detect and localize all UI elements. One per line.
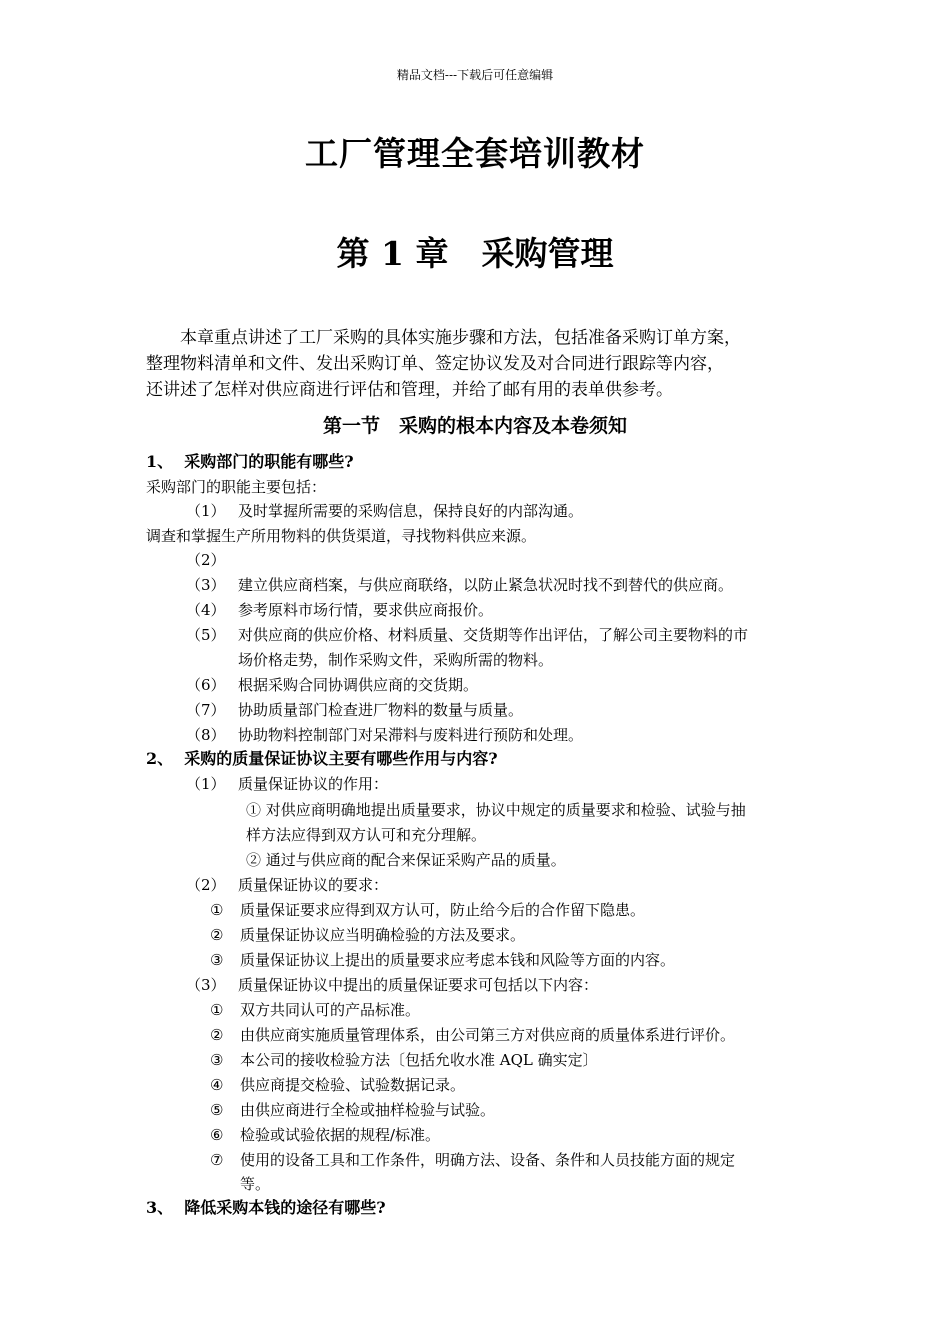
list-item-continuation (238, 650, 553, 670)
item-number: （2） (186, 551, 226, 569)
item-number: （5） (186, 626, 226, 644)
point-text: 质量保证协议上提出的质量要求应考虑本钱和风险等方面的内容。 (240, 951, 676, 969)
question-heading (146, 452, 354, 472)
point-text: 质量保证协议应当明确检验的方法及要求。 (240, 926, 526, 944)
chapter-title: 第 1 章 采购管理 (336, 234, 614, 273)
page-header: 精品文档---下载后可任意编辑 (396, 68, 554, 82)
item-number: （7） (186, 701, 226, 719)
point-text: ② 通过与供应商的配合来保证采购产品的质量。 (246, 851, 566, 869)
list-item (186, 575, 733, 595)
point-text: 等。 (240, 1175, 271, 1193)
point-mark: ④ (210, 1076, 224, 1094)
point-item (210, 1050, 598, 1070)
point-text: 本公司的接收检验方法〔包括允收水准 AQL 确实定〕 (240, 1051, 598, 1069)
item-text: 参考原料市场行情，要求供应商报价。 (238, 601, 494, 619)
section-title: 第一节 采购的根本内容及本卷须知 (322, 415, 627, 437)
point-text: 样方法应得到双方认可和充分理解。 (246, 826, 487, 844)
point-item (210, 1100, 495, 1120)
point-text: ① 对供应商明确地提出质量要求，协议中规定的质量要求和检验、试验与抽 (246, 801, 746, 819)
point-text: 由供应商实施质量管理体系，由公司第三方对供应商的质量体系进行评价。 (240, 1026, 736, 1044)
item-text: 对供应商的供应价格、材料质量、交货期等作出评估，了解公司主要物料的市 (238, 626, 749, 644)
item-number: （4） (186, 601, 226, 619)
point-mark: ⑥ (210, 1126, 224, 1144)
question-number: 3、 (146, 1198, 174, 1217)
question-heading (146, 1198, 386, 1218)
list-lead: 采购部门的职能主要包括： (146, 478, 327, 496)
point-text: 使用的设备工具和工作条件，明确方法、设备、条件和人员技能方面的规定 (240, 1151, 736, 1169)
intro-line: 还讲述了怎样对供应商进行评估和管理，并给了邮有用的表单供参考。 (146, 380, 673, 400)
item-number: （3） (186, 576, 226, 594)
list-item (186, 501, 583, 521)
point-item (210, 950, 675, 970)
point-continuation (240, 1174, 270, 1194)
point-mark: ⑤ (210, 1101, 224, 1119)
item-text: 质量保证协议的作用： (238, 775, 389, 793)
list-item (186, 725, 583, 745)
item-number: （8） (186, 726, 226, 744)
question-number: 1、 (146, 452, 174, 471)
sub-item (186, 975, 598, 995)
item-number: （3） (186, 976, 226, 994)
item-text: 协助质量部门检查进厂物料的数量与质量。 (238, 701, 524, 719)
list-item (186, 600, 493, 620)
point-mark: ① (210, 901, 224, 919)
point-mark: ① (210, 1001, 224, 1019)
item-text: 根据采购合同协调供应商的交货期。 (238, 676, 479, 694)
question-heading (146, 749, 498, 769)
item-text: 及时掌握所需要的采购信息，保持良好的内部沟通。 (238, 502, 584, 520)
item-text: 场价格走势，制作采购文件，采购所需的物料。 (238, 651, 554, 669)
point-mark: ③ (210, 951, 224, 969)
item-number: （1） (186, 775, 226, 793)
intro-line: 整理物料清单和文件、发出采购订单、签定协议发及对合同进行跟踪等内容， (146, 354, 724, 374)
point-item (210, 900, 645, 920)
list-item (186, 675, 478, 695)
list-item (186, 625, 748, 645)
question-number: 2、 (146, 749, 174, 768)
question-title: 降低采购本钱的途径有哪些? (184, 1198, 386, 1217)
point-mark: ② (210, 926, 224, 944)
point-text: 双方共同认可的产品标准。 (240, 1001, 421, 1019)
point-mark: ⑦ (210, 1151, 224, 1169)
item-text: 质量保证协议中提出的质量保证要求可包括以下内容： (238, 976, 599, 994)
point-item (210, 1000, 420, 1020)
item-text: 质量保证协议的要求： (238, 876, 389, 894)
sub-item (186, 774, 388, 794)
intro-line: 本章重点讲述了工厂采购的具体实施步骤和方法，包括准备采购订单方案， (180, 328, 741, 348)
point-item (210, 1150, 735, 1170)
item-number: （1） (186, 502, 226, 520)
item-number: （6） (186, 676, 226, 694)
sub-item (186, 875, 388, 895)
point-item (210, 925, 525, 945)
question-title: 采购部门的职能有哪些? (184, 452, 354, 471)
point-item (210, 1125, 440, 1145)
point-mark: ② (210, 1026, 224, 1044)
list-item (186, 550, 238, 570)
point-mark: ③ (210, 1051, 224, 1069)
document-title: 工厂管理全套培训教材 (305, 134, 645, 173)
item-number: （2） (186, 876, 226, 894)
point-item (210, 1075, 465, 1095)
question-title: 采购的质量保证协议主要有哪些作用与内容? (184, 749, 498, 768)
list-item (146, 526, 536, 546)
point-text: 质量保证要求应得到双方认可，防止给今后的合作留下隐患。 (240, 901, 646, 919)
list-item (186, 700, 523, 720)
chapter-intro (146, 325, 836, 403)
item-text: 协助物料控制部门对呆滞料与废料进行预防和处理。 (238, 726, 584, 744)
point-text: 供应商提交检验、试验数据记录。 (240, 1076, 466, 1094)
point-text: 由供应商进行全检或抽样检验与试验。 (240, 1101, 496, 1119)
point-item (210, 1025, 735, 1045)
point-text: 检验或试验依据的规程/标准。 (240, 1126, 441, 1144)
item-text: 调查和掌握生产所用物料的供货渠道，寻找物料供应来源。 (146, 527, 537, 545)
item-text: 建立供应商档案，与供应商联络，以防止紧急状况时找不到替代的供应商。 (238, 576, 734, 594)
